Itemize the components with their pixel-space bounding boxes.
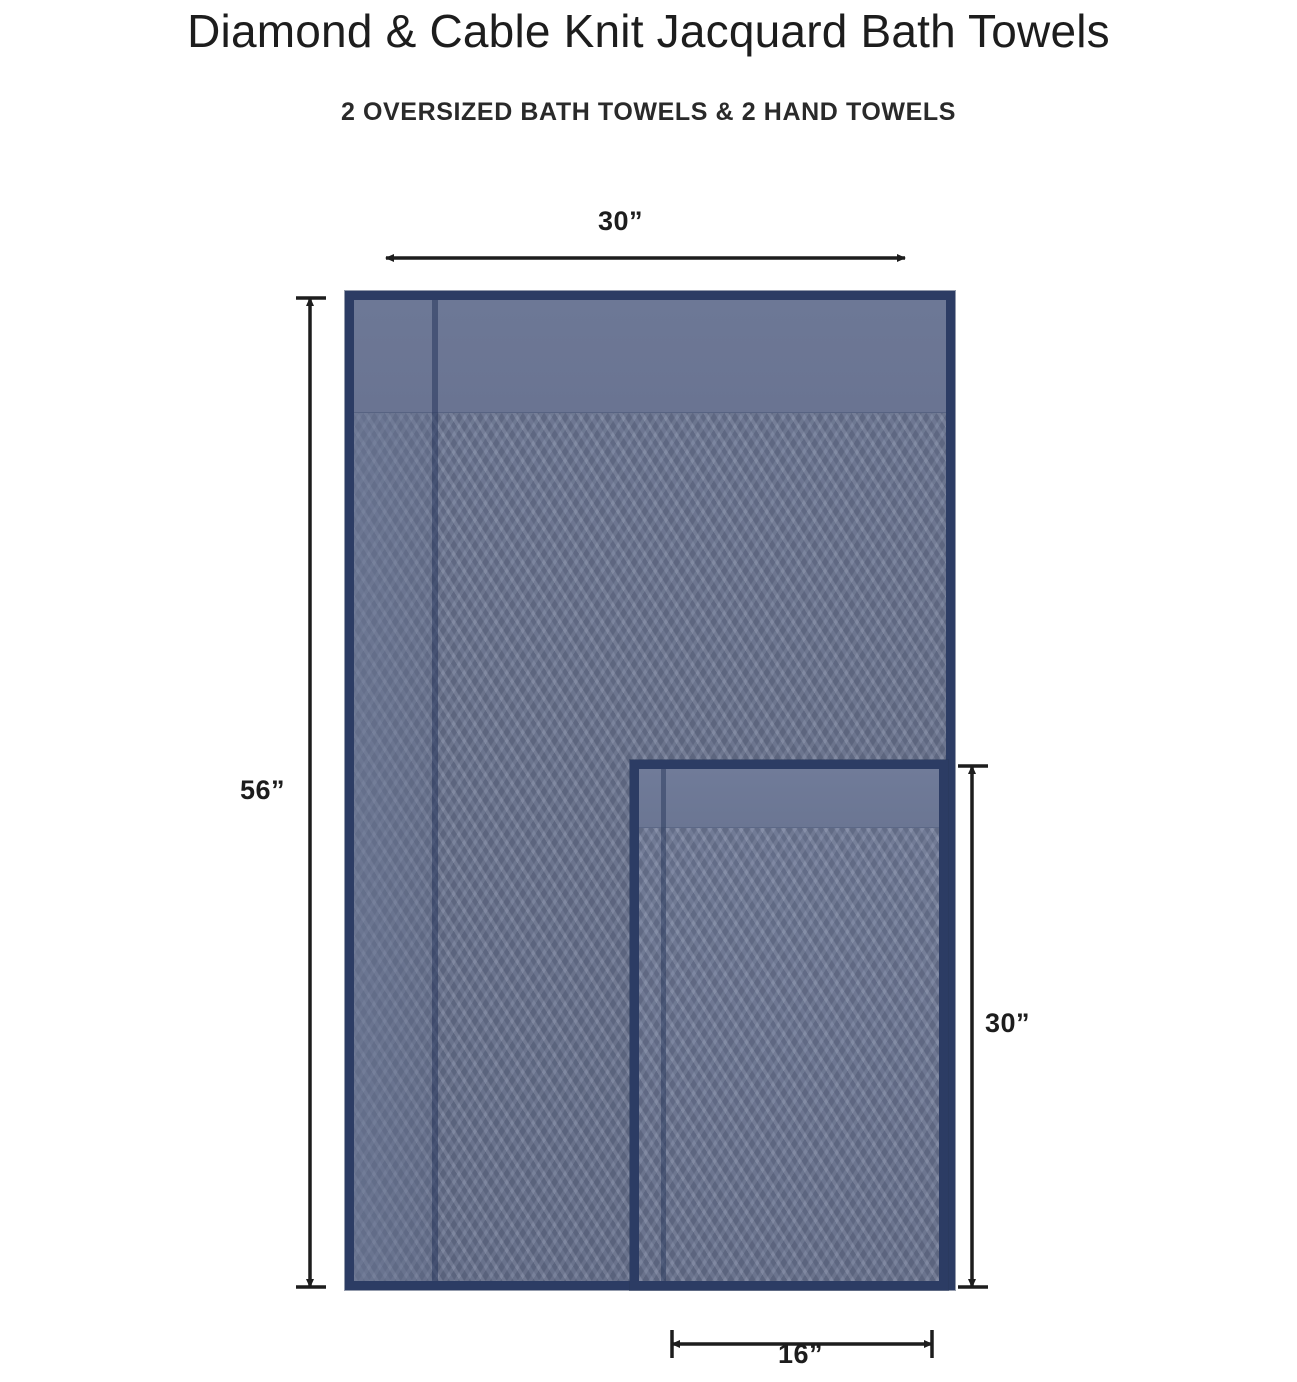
hand-towel-illustration <box>630 760 948 1290</box>
page-title: Diamond & Cable Knit Jacquard Bath Towels <box>187 5 1110 57</box>
bath-towel-top-band <box>354 300 946 413</box>
right-dimension-arrow <box>958 766 988 1287</box>
bath-towel-selvedge-stripe <box>432 300 438 1281</box>
hand-towel-width-label: 16” <box>778 1339 824 1369</box>
bath-towel-width-label: 30” <box>598 206 644 236</box>
bath-towel-height-label: 56” <box>240 775 286 805</box>
left-dimension-arrow <box>296 298 326 1287</box>
hand-towel-selvedge-stripe <box>661 769 666 1281</box>
bath-towel-left-panel <box>354 300 432 1281</box>
hand-towel-height-label: 30” <box>985 1008 1031 1038</box>
hand-towel-top-band <box>639 769 939 828</box>
page-subtitle: 2 OVERSIZED BATH TOWELS & 2 HAND TOWELS <box>340 98 957 126</box>
